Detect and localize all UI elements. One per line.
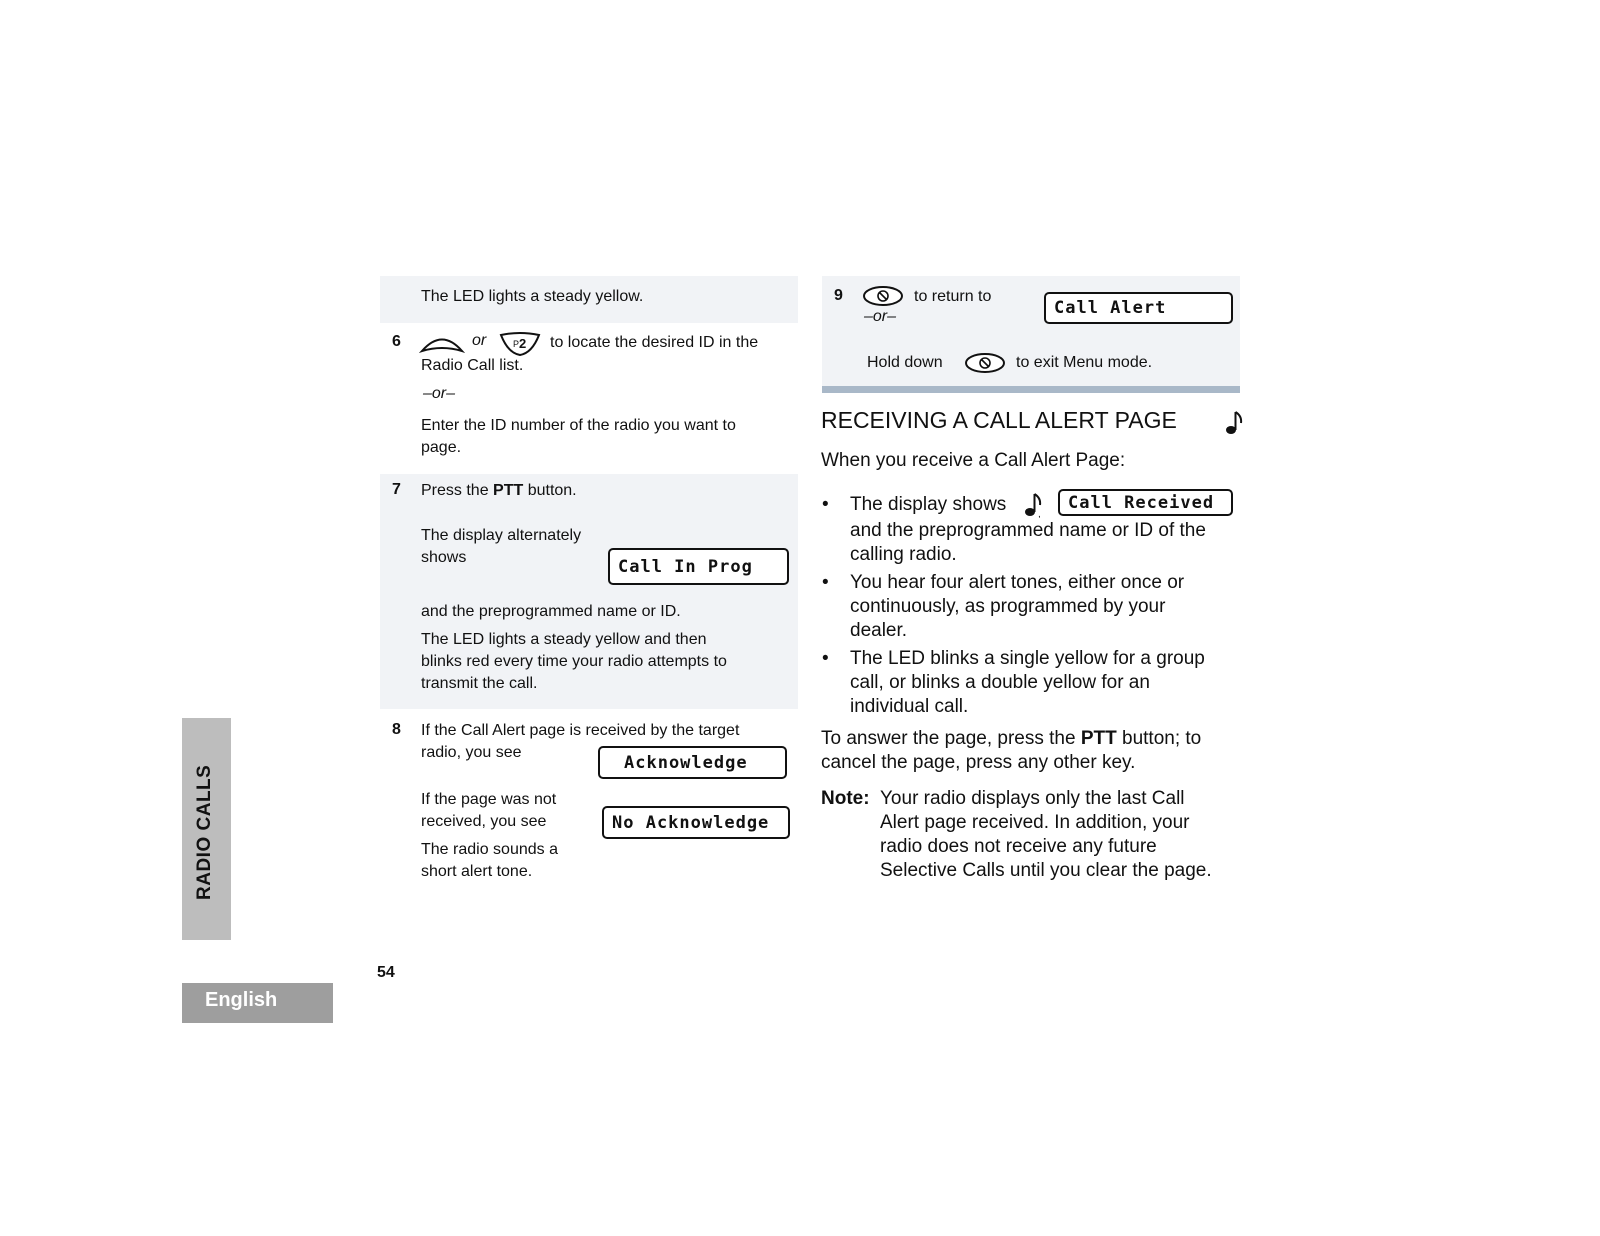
step-7-after-lcd: and the preprogrammed name or ID. [421, 603, 681, 620]
step-7-display-line1: The display alternately [421, 527, 582, 544]
step-6-alt-line1: Enter the ID number of the radio you want to [421, 417, 736, 434]
step-9-number: 9 [834, 287, 843, 304]
step-7-press [421, 480, 577, 502]
svg-text:,: , [1038, 509, 1041, 518]
step-9-hold-post: to exit Menu mode. [1016, 354, 1153, 371]
bullet-1-line1: The display shows [850, 494, 1007, 515]
music-note-icon [1225, 410, 1245, 436]
step-6-or: or [472, 332, 487, 349]
bullet-2-line3: dealer. [850, 620, 908, 641]
bullet-1-line2: and the preprogrammed name or ID of the [850, 520, 1206, 541]
step-8-line2: radio, you see [421, 744, 522, 761]
step-8-number: 8 [392, 721, 401, 738]
step-8-line1: If the Call Alert page is received by the target [421, 722, 740, 739]
note-line2: Alert page received. In addition, your [880, 812, 1190, 833]
bullet-3-line3: individual call. [850, 696, 969, 717]
lcd-call-in-prog: Call In Prog [608, 548, 789, 585]
step-6-number: 6 [392, 333, 401, 350]
music-note-icon-2 [1024, 492, 1044, 518]
bullet-3-line1: The LED blinks a single yellow for a group [850, 648, 1205, 669]
bullet-2-marker: • [822, 572, 829, 593]
step-8-notrec-line2: received, you see [421, 813, 547, 830]
step-9-text: to return to [914, 288, 992, 305]
ptt-label: PTT [493, 482, 524, 499]
lcd-acknowledge: Acknowledge [598, 746, 787, 779]
step-7-display-line2: shows [421, 549, 467, 566]
up-arrow-key-icon [419, 332, 465, 356]
lcd-call-received: Call Received [1058, 489, 1233, 516]
bullet-3-line2: call, or blinks a double yellow for an [850, 672, 1150, 693]
p2-key-icon [498, 331, 542, 357]
step-9-rule [822, 386, 1240, 393]
answer-line2: cancel the page, press any other key. [821, 752, 1136, 773]
bullet-2-line1: You hear four alert tones, either once or [850, 572, 1185, 593]
step-9-or-separator: –or– [864, 308, 897, 325]
home-key-icon [862, 285, 904, 307]
step-6-or-separator: –or– [423, 385, 456, 402]
home-key-icon-2 [964, 352, 1006, 374]
note-line1: Your radio displays only the last Call [880, 788, 1185, 809]
answer-pre: To answer the page, press the [821, 728, 1081, 749]
bullet-3-marker: • [822, 648, 829, 669]
step-7-number: 7 [392, 481, 401, 498]
step-8-notrec-line1: If the page was not [421, 791, 557, 808]
bullet-1-marker: • [822, 494, 829, 515]
step-6-alt-line2: page. [421, 439, 462, 456]
answer-line1 [821, 727, 1201, 751]
section-heading: RECEIVING A CALL ALERT PAGE [821, 407, 1177, 433]
lcd-no-acknowledge: No Acknowledge [602, 806, 790, 839]
language-tab: English [182, 983, 333, 1023]
step-7-led-line1: The LED lights a steady yellow and then [421, 631, 707, 648]
note-label: Note: [821, 788, 870, 809]
svg-text:2: 2 [519, 336, 527, 351]
svg-text:P: P [513, 339, 520, 349]
side-tab-label: RADIO CALLS [194, 764, 215, 900]
step-7-press-post: button. [523, 482, 577, 499]
answer-post: button; to [1116, 728, 1202, 749]
right-intro: When you receive a Call Alert Page: [821, 450, 1126, 471]
step-9-hold-pre: Hold down [867, 354, 943, 371]
lcd-call-alert: Call Alert [1044, 292, 1233, 324]
note-line4: Selective Calls until you clear the page. [880, 860, 1212, 881]
bullet-1-line3: calling radio. [850, 544, 957, 565]
step-7-led-line3: transmit the call. [421, 675, 538, 692]
step-8-tone-line1: The radio sounds a [421, 841, 558, 858]
page-number: 54 [377, 964, 395, 981]
bullet-2-line2: continuously, as programmed by your [850, 596, 1166, 617]
answer-ptt: PTT [1080, 728, 1117, 749]
note-line3: radio does not receive any future [880, 836, 1157, 857]
step-6-text-line2: Radio Call list. [421, 357, 524, 374]
step-8-tone-line2: short alert tone. [421, 863, 533, 880]
step-7-press-pre: Press the [421, 482, 494, 499]
step-7-led-line2: blinks red every time your radio attempts to [421, 653, 727, 670]
intro-text: The LED lights a steady yellow. [421, 288, 644, 305]
step-6-text: to locate the desired ID in the [550, 334, 759, 351]
